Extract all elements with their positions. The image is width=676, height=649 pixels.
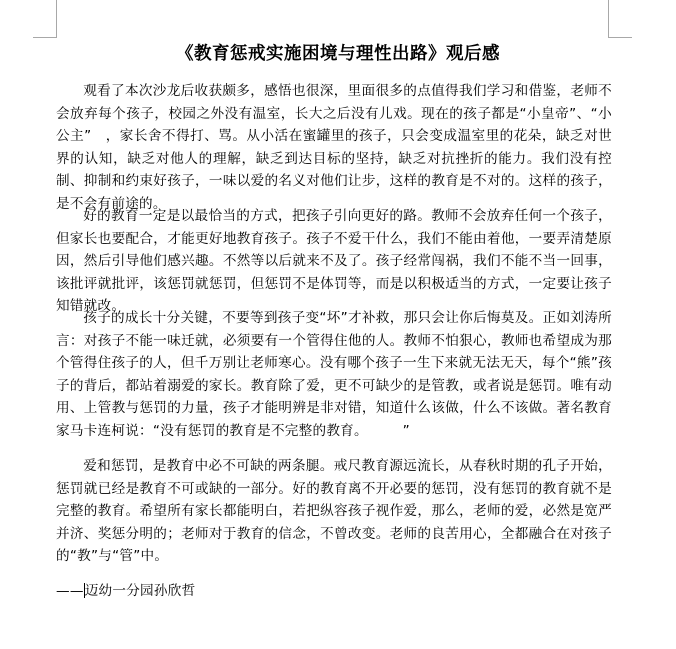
document-title: 《教育惩戒实施困境与理性出路》观后感	[176, 44, 500, 64]
signature-line[interactable]	[56, 580, 195, 602]
crop-mark-top-left-vertical	[56, 0, 57, 37]
paragraph-1: 观看了本次沙龙后收获颇多，感悟也很深，里面很多的点值得我们学习和借鉴，老师不会放弃每个孩子，校园之外没有温室，长大之后没有儿戏。现在的孩子都是“小皇帝”、“小公主” ，家长舍不得打、骂。从小活在蜜罐里的孩子，只会变成温室里的花朵，缺乏对世界的认知，缺乏对他人的理解，缺乏到达目标的坚持，缺乏对抗挫折的能力。我们没有控制、抑制和约束好孩子，一味以爱的名义对他们让步，这样的教育是不对的。这样的孩子，是不会有前途的。	[56, 83, 612, 212]
signature-text: ——迈幼一分园孙欣哲	[56, 583, 196, 599]
text-cursor	[84, 583, 85, 598]
crop-mark-top-right-vertical	[608, 0, 609, 37]
paragraph-4: 爱和惩罚，是教育中必不可缺的两条腿。戒尺教育源远流长，从春秋时期的孔子开始，惩罚就已经是教育不可或缺的一部分。好的教育离不开必要的惩罚，没有惩罚的教育就不是完整的教育。希望所有家长都能明白，若把纵容孩子视作爱，那么，老师的爱，必然是宽严并济、奖惩分明的；老师对于教育的信念，不曾改变。老师的良苦用心，全都融合在对孩子的“教”与“管”中。	[56, 458, 612, 565]
paragraph-2: 好的教育一定是以最恰当的方式，把孩子引向更好的路。教师不会放弃任何一个孩子，但家长也要配合，才能更好地教育孩子。孩子不爱干什么，我们不能由着他，一要弄清楚原因，然后引导他们感兴趣。不然等以后就来不及了。孩子经常闯祸，我们不能不当一回事，该批评就批评，该惩罚就惩罚，但惩罚不是体罚等，而是以积极适当的方式，一定要让孩子知错就改。	[56, 208, 612, 315]
crop-mark-top-left-horizontal	[33, 37, 57, 38]
paragraph-3: 孩子的成长十分关键，不要等到孩子变“坏”才补救，那只会让你后悔莫及。正如刘涛所言：对孩子不能一味迁就，必须要有一个管得住他的人。教师不怕狠心，教师也希望成为那个管得住孩子的人，但千万别让老师寒心。没有哪个孩子一生下来就无法无天，每个“熊”孩子的背后，都站着溺爱的家长。教育除了爱，更不可缺少的是管教，或者说是惩罚。唯有动用、上管教与惩罚的力量，孩子才能明辨是非对错，知道什么该做，什么不该做。著名教育家马卡连柯说：“没有惩罚的教育是不完整的教育。 ”	[56, 310, 612, 439]
crop-mark-top-right-horizontal	[608, 37, 632, 38]
